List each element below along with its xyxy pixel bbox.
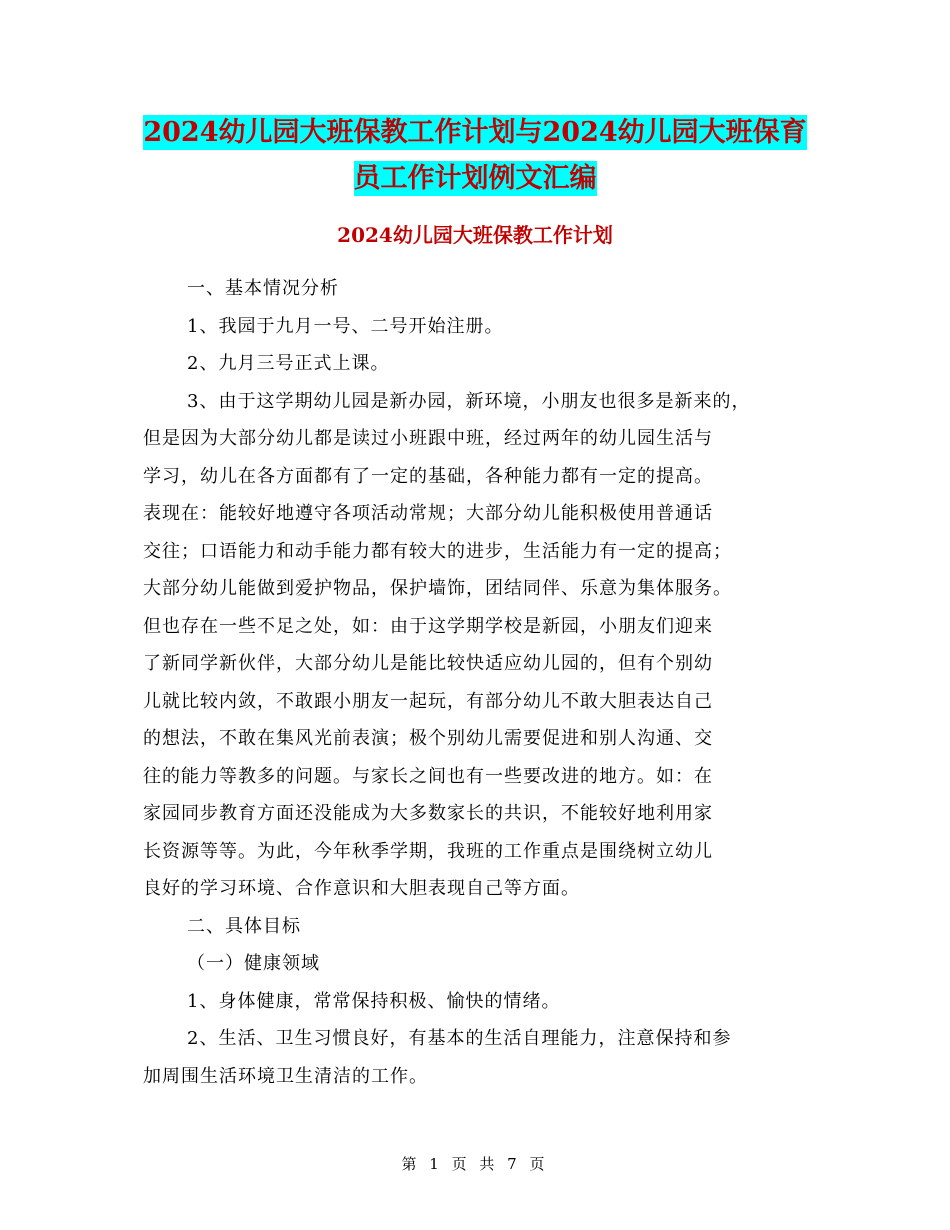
paragraph-line: 往的能力等教多的问题。与家长之间也有一些要改进的地方。如：在 xyxy=(143,765,713,787)
paragraph-line: 家园同步教育方面还没能成为大多数家长的共识，不能较好地利用家 xyxy=(143,803,713,824)
paragraph-line: 但是因为大部分幼儿都是读过小班跟中班，经过两年的幼儿园生活与 xyxy=(143,428,713,449)
page-footer: 第 1 页 共 7 页 xyxy=(401,1155,549,1173)
paragraph-line: 儿就比较内敛，不敢跟小朋友一起玩，有部分幼儿不敢大胆表达自己 xyxy=(143,690,713,712)
paragraph-line: 学习，幼儿在各方面都有了一定的基础，各种能力都有一定的提高。 xyxy=(143,465,713,487)
paragraph-line: 良好的学习环境、合作意识和大胆表现自己等方面。 xyxy=(143,878,580,899)
paragraph-line: 表现在：能较好地遵守各项活动常规；大部分幼儿能积极使用普通话 xyxy=(143,503,713,524)
paragraph-line: 2、生活、卫生习惯良好，有基本的生活自理能力，注意保持和参 xyxy=(187,1028,732,1049)
paragraph-line: 二、具体目标 xyxy=(187,915,301,937)
paragraph-line: 的想法，不敢在集风光前表演；极个别幼儿需要促进和别人沟通、交 xyxy=(143,728,713,749)
paragraph-line: 2、九月三号正式上课。 xyxy=(187,353,390,374)
paragraph-line: 长资源等等。为此，今年秋季学期，我班的工作重点是围绕树立幼儿 xyxy=(143,840,713,862)
paragraph-line: 3、由于这学期幼儿园是新办园，新环境，小朋友也很多是新来的， xyxy=(187,390,751,412)
section-heading: 2024幼儿园大班保教工作计划 xyxy=(337,223,613,247)
paragraph-line: 1、身体健康，常常保持积极、愉快的情绪。 xyxy=(187,990,561,1012)
paragraph-line: 大部分幼儿能做到爱护物品，保护墙饰，团结同伴、乐意为集体服务。 xyxy=(143,578,732,599)
paragraph-line: 加周围生活环境卫生清洁的工作。 xyxy=(143,1065,428,1087)
paragraph-line: 了新同学新伙伴，大部分幼儿是能比较快适应幼儿园的，但有个别幼 xyxy=(143,653,713,674)
paragraph-line: 一、基本情况分析 xyxy=(187,278,339,299)
paragraph-line: （一）健康领域 xyxy=(187,953,320,974)
document-title xyxy=(0,110,950,202)
paragraph-line: 交往；口语能力和动手能力都有较大的进步，生活能力有一定的提高； xyxy=(143,540,732,562)
title-line-2: 员工作计划例文汇编 xyxy=(353,163,597,194)
paragraph-line: 但也存在一些不足之处，如：由于这学期学校是新园，小朋友们迎来 xyxy=(143,615,713,637)
title-line-1: 2024幼儿园大班保教工作计划与2024幼儿园大班保育 xyxy=(143,117,807,148)
document-body xyxy=(143,270,823,1095)
paragraph-line: 1、我园于九月一号、二号开始注册。 xyxy=(187,315,504,337)
